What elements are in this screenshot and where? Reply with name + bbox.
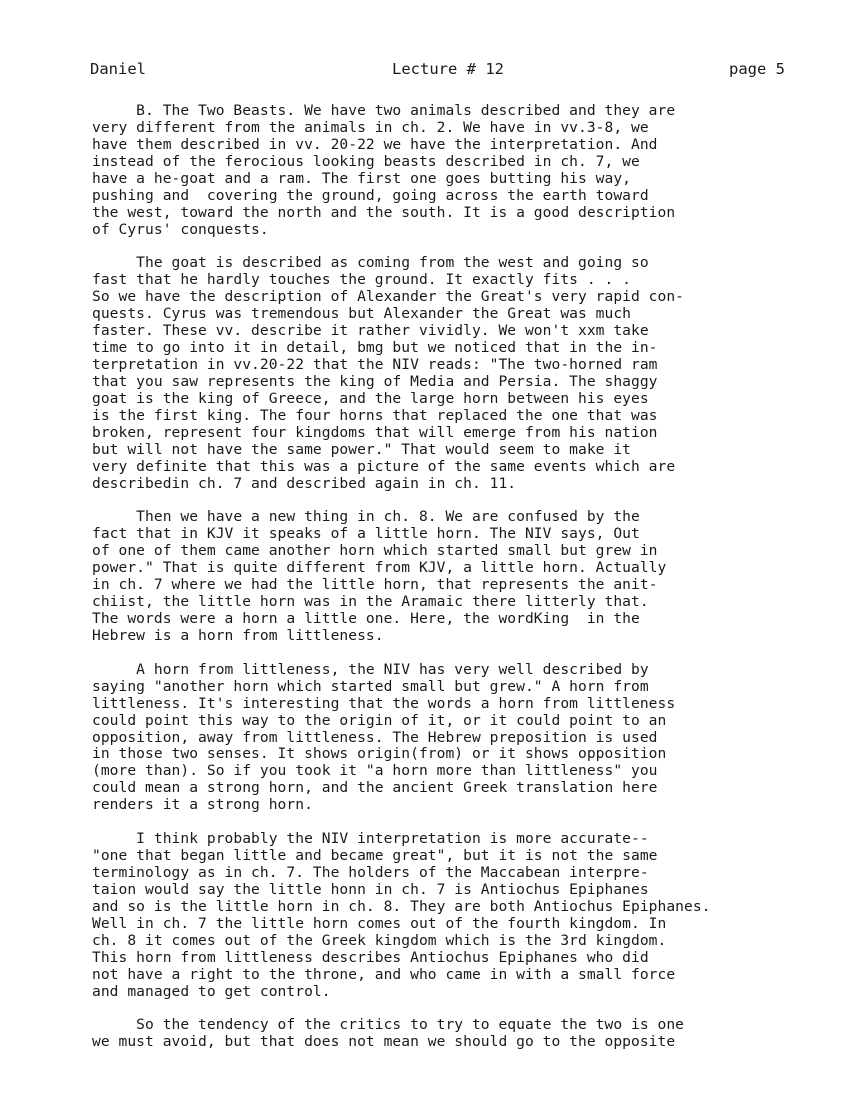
text-line: (more than). So if you took it "a horn more than littleness" you: [92, 762, 658, 780]
text-line: B. The Two Beasts. We have two animals described and they are: [92, 102, 676, 119]
text-line: we must avoid, but that does not mean we should go to the opposite: [92, 1033, 676, 1051]
text-line: that you saw represents the king of Media and Persia. The shaggy: [92, 372, 658, 390]
text-line: and managed to get control.: [92, 982, 331, 1000]
text-line: renders it a strong horn.: [92, 796, 313, 814]
text-line: very definite that this was a picture of the same events which are: [92, 457, 676, 475]
paragraph: [92, 103, 822, 239]
text-line: So we have the description of Alexander the Great's very rapid con-: [92, 288, 685, 306]
text-line: I think probably the NIV interpretation is more accurate--: [92, 830, 649, 848]
text-line: in ch. 7 where we had the little horn, that represents the anit-: [92, 576, 658, 594]
text-line: littleness. It's interesting that the words a horn from littleness: [92, 694, 676, 712]
text-line: faster. These vv. describe it rather vividly. We won't xxm take: [92, 322, 649, 340]
text-line: This horn from littleness describes Antiochus Epiphanes who did: [92, 948, 649, 966]
text-line: fast that he hardly touches the ground. It exactly fits . . .: [92, 271, 632, 289]
page-header: [90, 60, 785, 82]
text-line: chiist, the little horn was in the Aramaic there litterly that.: [92, 593, 649, 611]
text-line: time to go into it in detail, bmg but we noticed that in the in-: [92, 339, 658, 357]
text-line: terminology as in ch. 7. The holders of the Maccabean interpre-: [92, 864, 649, 881]
text-line: pushing and covering the ground, going across the earth toward: [92, 186, 649, 204]
text-line: saying "another horn which started small but grew." A horn from: [92, 677, 649, 695]
text-line: The words were a horn a little one. Here, the wordKing in the: [92, 610, 640, 628]
text-line: in those two senses. It shows origin(from) or it shows opposition: [92, 745, 667, 763]
text-line: but will not have the same power." That would seem to make it: [92, 440, 632, 458]
text-line: is the first king. The four horns that replaced the one that was: [92, 406, 658, 424]
text-line: "one that began little and became great", but it is not the same: [92, 847, 658, 865]
header-lecture-number: Lecture # 12: [392, 60, 504, 78]
paragraph: [92, 831, 822, 1000]
text-line: could mean a strong horn, and the ancient Greek translation here: [92, 779, 658, 797]
text-line: have them described in vv. 20-22 we have the interpretation. And: [92, 135, 658, 153]
text-line: terpretation in vv.20-22 that the NIV reads: "The two-horned ram: [92, 356, 658, 374]
text-line: instead of the ferocious looking beasts described in ch. 7, we: [92, 152, 640, 170]
text-line: have a he-goat and a ram. The first one goes butting his way,: [92, 169, 632, 187]
header-book-title: Daniel: [90, 60, 146, 78]
paragraph: [92, 255, 822, 492]
text-line: quests. Cyrus was tremendous but Alexander the Great was much: [92, 305, 632, 323]
text-line: the west, toward the north and the south. It is a good description: [92, 203, 676, 221]
text-line: very different from the animals in ch. 2. We have in vv.3-8, we: [92, 118, 649, 136]
text-line: of one of them came another horn which started small but grew in: [92, 542, 658, 560]
text-line: fact that in KJV it speaks of a little horn. The NIV says, Out: [92, 525, 640, 543]
text-line: not have a right to the throne, and who came in with a small force: [92, 965, 676, 983]
paragraph: [92, 662, 822, 814]
paragraph: [92, 509, 822, 645]
text-line: broken, represent four kingdoms that will emerge from his nation: [92, 423, 658, 441]
text-line: power." That is quite different from KJV, a little horn. Actually: [92, 559, 667, 577]
text-line: The goat is described as coming from the west and going so: [92, 254, 649, 272]
text-line: of Cyrus' conquests.: [92, 220, 269, 238]
text-line: taion would say the little honn in ch. 7 is Antiochus Epiphanes: [92, 880, 649, 898]
document-body: [92, 103, 822, 1068]
header-page-number: page 5: [729, 60, 785, 78]
text-line: ch. 8 it comes out of the Greek kingdom which is the 3rd kingdom.: [92, 931, 667, 949]
text-line: opposition, away from littleness. The Hebrew preposition is used: [92, 728, 658, 746]
text-line: Then we have a new thing in ch. 8. We are confused by the: [92, 508, 640, 526]
text-line: A horn from littleness, the NIV has very well described by: [92, 660, 649, 678]
text-line: goat is the king of Greece, and the large horn between his eyes: [92, 389, 649, 407]
text-line: describedin ch. 7 and described again in ch. 11.: [92, 474, 517, 492]
text-line: Hebrew is a horn from littleness.: [92, 626, 384, 644]
text-line: and so is the little horn in ch. 8. They are both Antiochus Epiphanes.: [92, 897, 711, 915]
text-line: Well in ch. 7 the little horn comes out of the fourth kingdom. In: [92, 914, 667, 932]
text-line: could point this way to the origin of it, or it could point to an: [92, 711, 667, 729]
paragraph: [92, 1017, 822, 1051]
text-line: So the tendency of the critics to try to equate the two is one: [92, 1016, 685, 1034]
